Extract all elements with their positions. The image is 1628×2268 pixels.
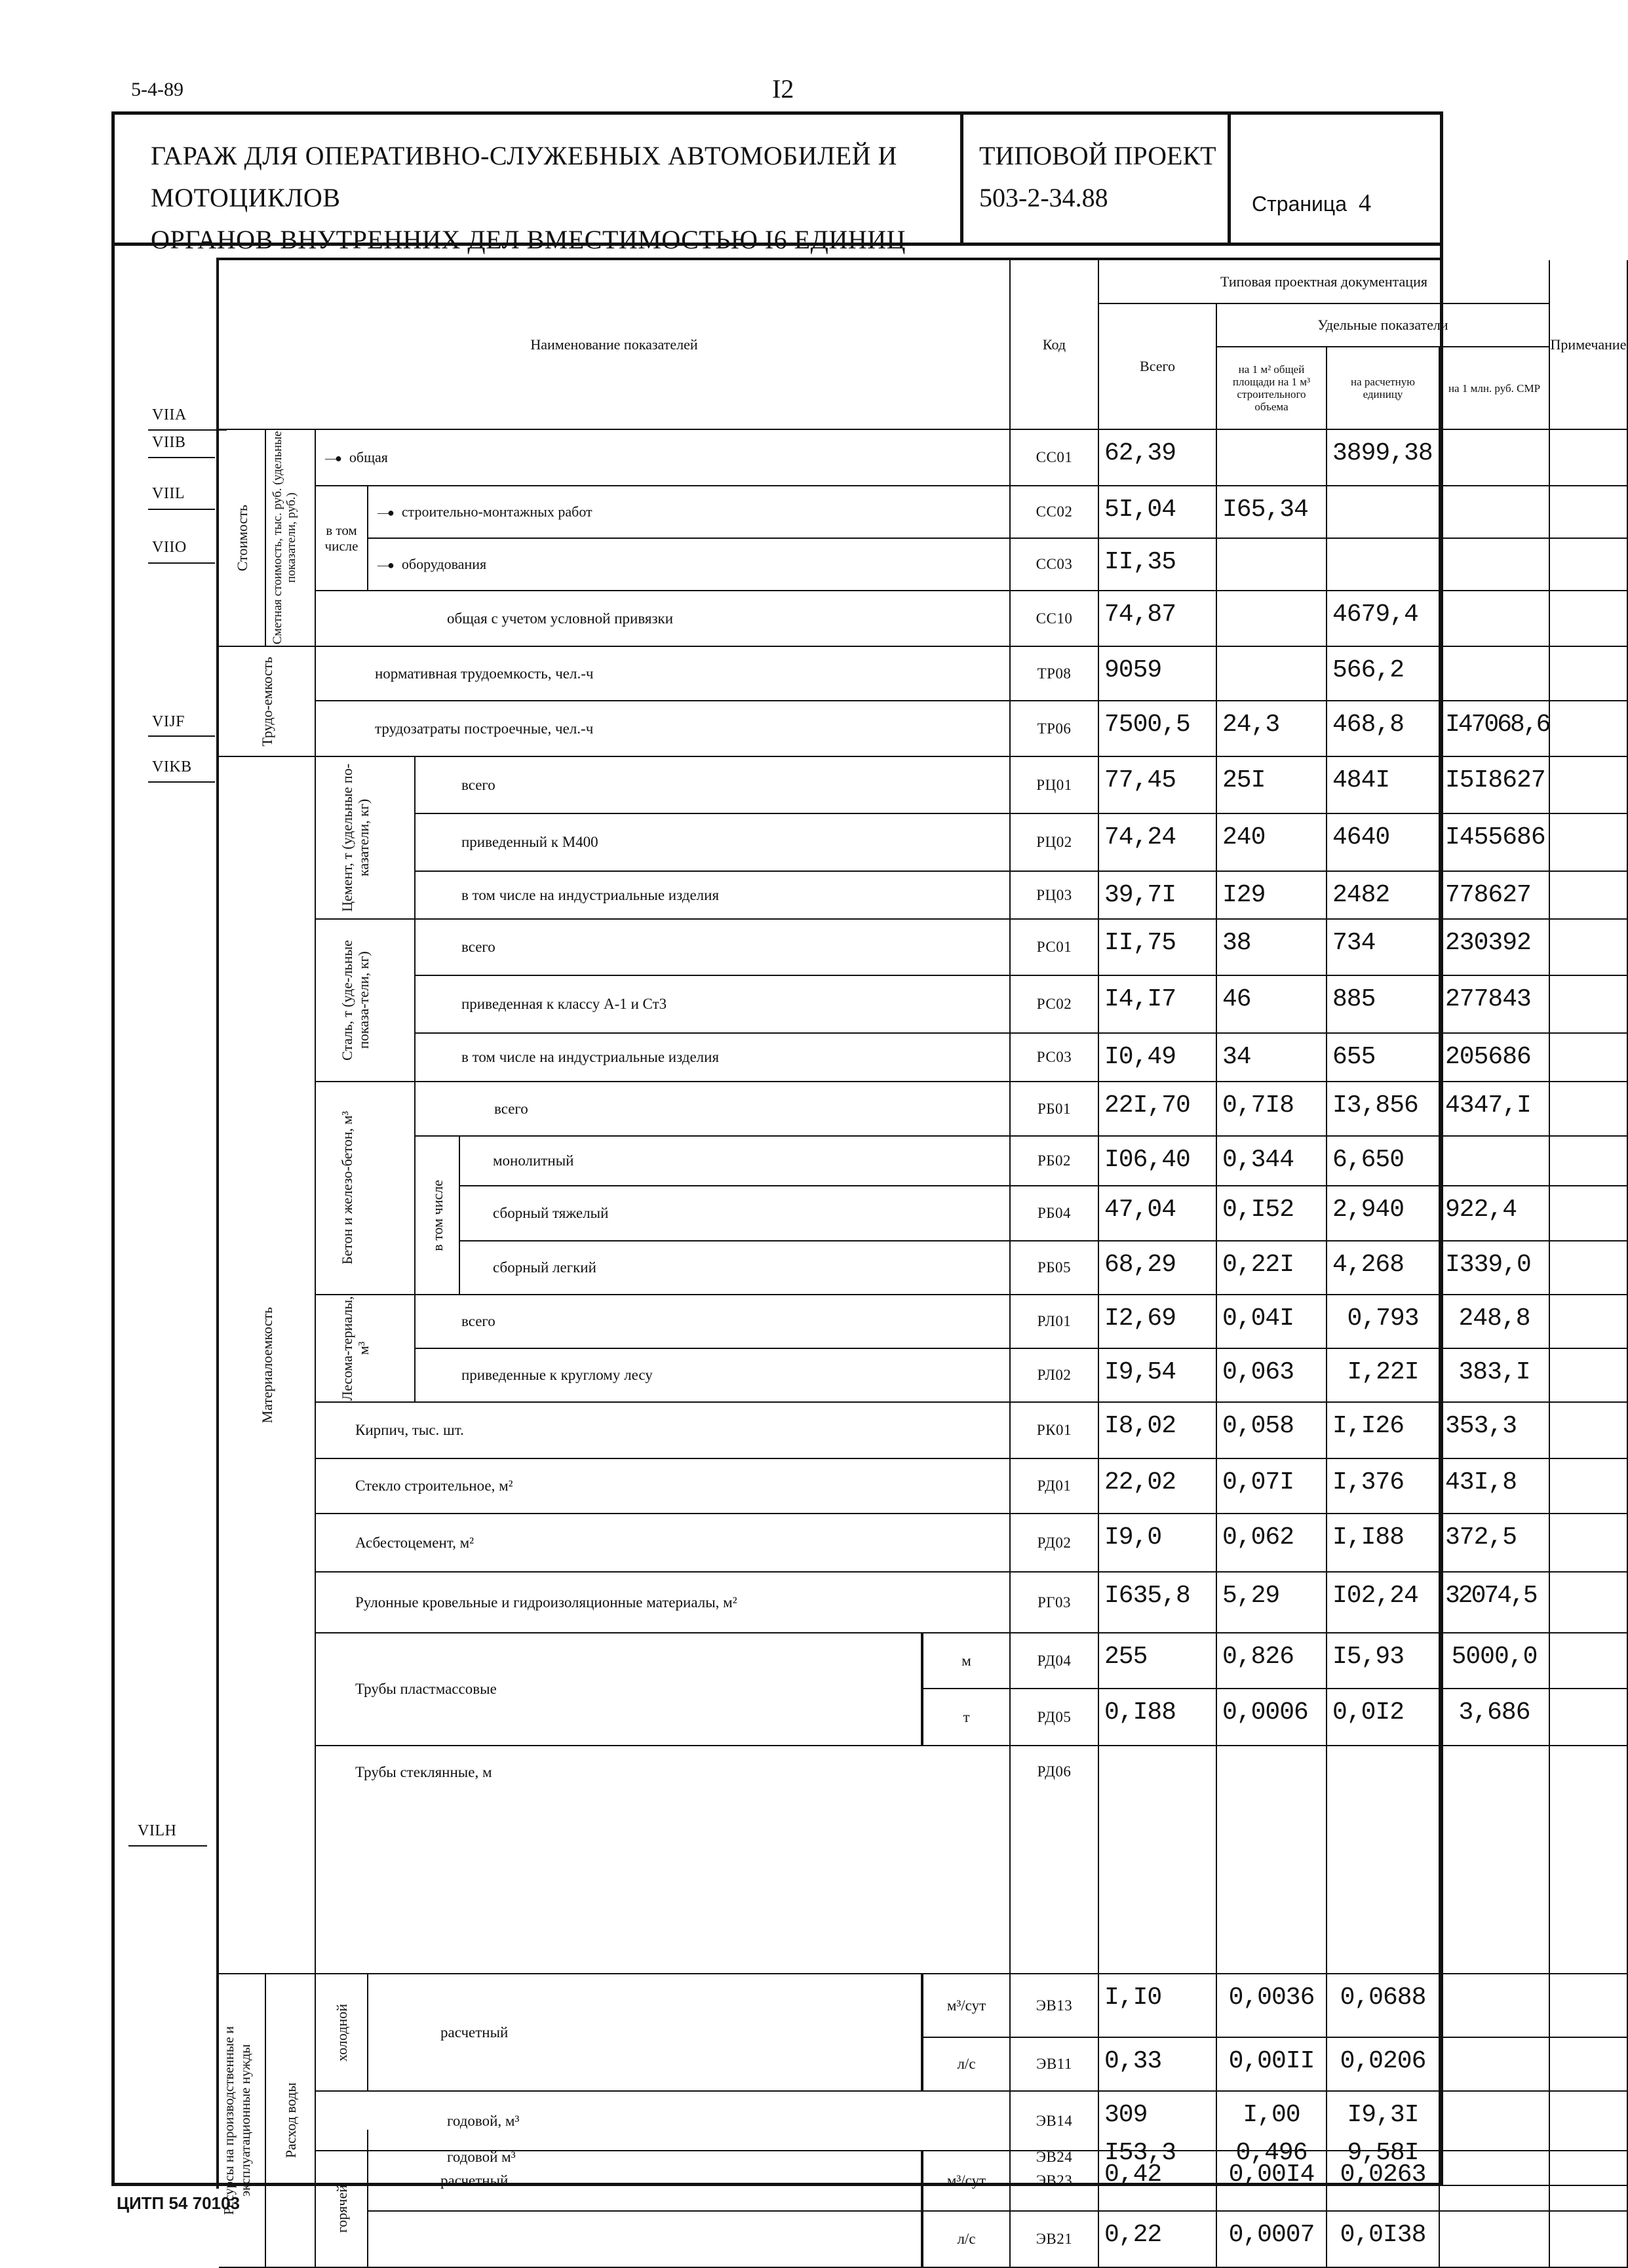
row-eb11-unit: л/с xyxy=(922,2038,1011,2092)
group-steel xyxy=(316,920,416,1082)
row-label: —● общая xyxy=(325,448,388,467)
row-eb24-code: ЭВ24 xyxy=(1011,2130,1099,2186)
row-rl01-per-mln: 248,8 xyxy=(1440,1295,1550,1349)
row-rk01-total: I8,02 xyxy=(1099,1403,1217,1459)
row-rd02-per-m2: 0,062 xyxy=(1217,1514,1327,1573)
col-header-per-m2: на 1 м² общей площади на 1 м³ строительного объема xyxy=(1217,347,1327,430)
row-rs03-total: I0,49 xyxy=(1099,1034,1217,1082)
row-rb02-per-m2: 0,344 xyxy=(1217,1137,1327,1186)
row-cc02-per-mln xyxy=(1440,486,1550,539)
row-rk01-note xyxy=(1550,1403,1628,1459)
row-eb11-per-mln xyxy=(1440,2038,1550,2092)
row-rs01-note xyxy=(1550,920,1628,976)
row-rd01-note xyxy=(1550,1459,1628,1514)
sheet-number: I2 xyxy=(772,74,794,104)
row-eb24-note xyxy=(1550,2130,1628,2186)
page-label: Страница xyxy=(1252,192,1347,216)
row-eb21-per-m2: 0,0007 xyxy=(1217,2212,1327,2268)
row-eb24-per-unit: 9,58I xyxy=(1327,2130,1440,2186)
row-rs03-note xyxy=(1550,1034,1628,1082)
row-rc02-total: 74,24 xyxy=(1099,814,1217,872)
row-tr08-name: нормативная трудоемкость, чел.-ч xyxy=(316,647,1011,701)
row-rd04-unit: м xyxy=(922,1633,1011,1689)
title-line-2: ОРГАНОВ ВНУТРЕННИХ ДЕЛ ВМЕСТИМОСТЬЮ I6 ЕДИНИЦ xyxy=(151,225,906,254)
group-timber-label: Лесома-териалы, м³ xyxy=(339,1296,372,1401)
row-cc01-name xyxy=(316,430,1011,486)
row-rb05-total: 68,29 xyxy=(1099,1242,1217,1295)
row-eb24-total: I53,3 xyxy=(1099,2130,1217,2186)
row-rd06-per-unit xyxy=(1327,1746,1440,1974)
row-tr06-total: 7500,5 xyxy=(1099,701,1217,757)
row-rb04-total: 47,04 xyxy=(1099,1186,1217,1242)
margin-tag: VIJF xyxy=(152,713,185,730)
row-rb02-code: РБ02 xyxy=(1011,1137,1099,1186)
row-eb11-note xyxy=(1550,2038,1628,2092)
row-eb23-code: ЭВ23 xyxy=(1011,2151,1099,2212)
row-rs02-total: I4,I7 xyxy=(1099,976,1217,1034)
row-rd05-per-m2: 0,0006 xyxy=(1217,1689,1327,1746)
page-value: 4 xyxy=(1359,189,1372,217)
row-rc01-code: РЦ01 xyxy=(1011,757,1099,814)
row-rs01-per-mln: 230392 xyxy=(1440,920,1550,976)
row-eb11-total: 0,33 xyxy=(1099,2038,1217,2092)
row-rs01-code: РС01 xyxy=(1011,920,1099,976)
row-rb04-per-m2: 0,I52 xyxy=(1217,1186,1327,1242)
group-cost-sub-label: Сметная стоимость, тыс. руб. (удельные показатели, руб.) xyxy=(271,431,298,645)
row-rd05-unit: т xyxy=(922,1689,1011,1746)
row-rd06-total xyxy=(1099,1746,1217,1974)
row-rb02-total: I06,40 xyxy=(1099,1137,1217,1186)
group-resources-label: Ресурсы на производственные и эксплуатационные нужды xyxy=(221,2026,253,2215)
row-eb13-per-unit: 0,0688 xyxy=(1327,1974,1440,2038)
row-rg03-per-m2: 5,29 xyxy=(1217,1573,1327,1633)
row-cc03-note xyxy=(1550,539,1628,591)
group-steel-label: Сталь, т (уде-льные показа-тели, кг) xyxy=(339,940,372,1061)
row-rs02-per-m2: 46 xyxy=(1217,976,1327,1034)
row-tr08-per-unit: 566,2 xyxy=(1327,647,1440,701)
row-eb14-name: годовой, м³ xyxy=(316,2092,1011,2151)
row-rs02-per-unit: 885 xyxy=(1327,976,1440,1034)
row-rd04-per-m2: 0,826 xyxy=(1217,1633,1327,1689)
row-rc02-name: приведенный к М400 xyxy=(416,814,1011,872)
group-material xyxy=(219,757,316,1974)
row-rb01-total: 22I,70 xyxy=(1099,1082,1217,1137)
row-rb05-note xyxy=(1550,1242,1628,1295)
row-rk01-per-mln: 353,3 xyxy=(1440,1403,1550,1459)
row-cc01-per-m2 xyxy=(1217,430,1327,486)
document-title xyxy=(111,111,963,254)
row-rb02-per-mln xyxy=(1440,1137,1550,1186)
row-rb02-name: монолитный xyxy=(460,1137,1011,1186)
group-cement-label: Цемент, т (удельные по-казатели, кг) xyxy=(339,764,372,912)
row-eb21-per-mln xyxy=(1440,2212,1550,2268)
margin-tag: VILH xyxy=(138,1822,177,1839)
row-rc03-note xyxy=(1550,872,1628,920)
row-tr06-per-mln: I47068,6 xyxy=(1440,701,1550,757)
row-rb04-code: РБ04 xyxy=(1011,1186,1099,1242)
row-rk01-code: РК01 xyxy=(1011,1403,1099,1459)
row-eb14-per-unit: I9,3I xyxy=(1327,2092,1440,2151)
margin-line xyxy=(148,735,215,737)
hot-calc-cont xyxy=(368,2212,922,2268)
row-rs02-note xyxy=(1550,976,1628,1034)
row-rc03-per-mln: 778627 xyxy=(1440,872,1550,920)
incl-label: в том числе xyxy=(316,486,368,591)
row-rb01-name: всего xyxy=(416,1082,1011,1137)
row-rb01-per-m2: 0,7I8 xyxy=(1217,1082,1327,1137)
group-concrete-incl-label: в том числе xyxy=(429,1179,446,1251)
col-header-per-mln: на 1 млн. руб. СМР xyxy=(1440,347,1550,430)
row-rd01-per-unit: I,376 xyxy=(1327,1459,1440,1514)
row-rd06-note xyxy=(1550,1746,1628,1974)
row-rs01-name: всего xyxy=(416,920,1011,976)
row-eb13-code: ЭВ13 xyxy=(1011,1974,1099,2038)
row-rs03-name: в том числе на индустриальные изделия xyxy=(416,1034,1011,1082)
row-eb23-per-m2: 0,00I4 xyxy=(1217,2151,1327,2212)
margin-tag: VIIB xyxy=(152,434,186,451)
row-rl01-code: РЛ01 xyxy=(1011,1295,1099,1349)
row-rl02-total: I9,54 xyxy=(1099,1349,1217,1403)
row-rd06-per-m2 xyxy=(1217,1746,1327,1974)
row-cc10-note xyxy=(1550,591,1628,647)
row-rs03-per-unit: 655 xyxy=(1327,1034,1440,1082)
row-tr08-per-mln xyxy=(1440,647,1550,701)
row-rd01-per-m2: 0,07I xyxy=(1217,1459,1327,1514)
row-rd05-total: 0,I88 xyxy=(1099,1689,1217,1746)
row-rd06-code: РД06 xyxy=(1011,1746,1099,1974)
row-rb01-per-mln: 4347,I xyxy=(1440,1082,1550,1137)
row-rd01-code: РД01 xyxy=(1011,1459,1099,1514)
row-rc03-per-unit: 2482 xyxy=(1327,872,1440,920)
row-rk01-per-m2: 0,058 xyxy=(1217,1403,1327,1459)
row-rd01-name: Стекло строительное, м² xyxy=(316,1459,1011,1514)
row-rc02-note xyxy=(1550,814,1628,872)
row-cc03-per-mln xyxy=(1440,539,1550,591)
row-eb13-note xyxy=(1550,1974,1628,2038)
row-rb02-note xyxy=(1550,1137,1628,1186)
row-rl02-code: РЛ02 xyxy=(1011,1349,1099,1403)
row-tr08-total: 9059 xyxy=(1099,647,1217,701)
row-cc10-per-mln xyxy=(1440,591,1550,647)
group-timber xyxy=(316,1295,416,1403)
row-rb05-per-mln: I339,0 xyxy=(1440,1242,1550,1295)
row-eb23-per-unit: 0,0263 xyxy=(1327,2151,1440,2212)
group-concrete-label: Бетон и железо-бетон, м³ xyxy=(339,1111,355,1265)
row-rl01-note xyxy=(1550,1295,1628,1349)
row-rl01-per-unit: 0,793 xyxy=(1327,1295,1440,1349)
margin-line xyxy=(148,429,227,431)
row-rg03-code: РГ03 xyxy=(1011,1573,1099,1633)
row-rl01-per-m2: 0,04I xyxy=(1217,1295,1327,1349)
row-rl02-note xyxy=(1550,1349,1628,1403)
row-eb23-total: 0,42 xyxy=(1099,2151,1217,2212)
row-rk01-name: Кирпич, тыс. шт. xyxy=(316,1403,1011,1459)
row-rb05-per-unit: 4,268 xyxy=(1327,1242,1440,1295)
group-cold-label: холодной xyxy=(333,2003,350,2062)
row-rd04-per-mln: 5000,0 xyxy=(1440,1633,1550,1689)
row-rb01-code: РБ01 xyxy=(1011,1082,1099,1137)
row-rc01-name: всего xyxy=(416,757,1011,814)
row-tr08-per-m2 xyxy=(1217,647,1327,701)
group-labor-label: Трудо-емкость xyxy=(258,656,275,747)
row-rb04-per-unit: 2,940 xyxy=(1327,1186,1440,1242)
row-rc03-name: в том числе на индустриальные изделия xyxy=(416,872,1011,920)
row-rl01-total: I2,69 xyxy=(1099,1295,1217,1349)
row-rd01-total: 22,02 xyxy=(1099,1459,1217,1514)
row-rc03-total: 39,7I xyxy=(1099,872,1217,920)
row-cc10-per-unit: 4679,4 xyxy=(1327,591,1440,647)
row-rb04-note xyxy=(1550,1186,1628,1242)
group-labor xyxy=(219,647,316,757)
row-rb01-per-unit: I3,856 xyxy=(1327,1082,1440,1137)
row-cc01-per-mln xyxy=(1440,430,1550,486)
row-rd04-note xyxy=(1550,1633,1628,1689)
row-rg03-per-mln: 32074,5 xyxy=(1440,1573,1550,1633)
row-rc01-per-m2: 25I xyxy=(1217,757,1327,814)
row-eb23-unit: м³/сут xyxy=(922,2151,1011,2212)
row-tr06-note xyxy=(1550,701,1628,757)
margin-tag: VIIA xyxy=(152,406,187,423)
row-rs02-name: приведенная к классу А-1 и Ст3 xyxy=(416,976,1011,1034)
row-eb13-per-m2: 0,0036 xyxy=(1217,1974,1327,2038)
group-cost-sub xyxy=(266,430,316,647)
row-eb24-per-m2: 0,496 xyxy=(1217,2130,1327,2186)
margin-line xyxy=(148,781,215,783)
row-rd01-per-mln: 43I,8 xyxy=(1440,1459,1550,1514)
row-cc03-per-m2 xyxy=(1217,539,1327,591)
row-rd06-per-mln xyxy=(1440,1746,1550,1974)
row-eb21-total: 0,22 xyxy=(1099,2212,1217,2268)
group-water xyxy=(266,1974,316,2268)
group-concrete xyxy=(316,1082,416,1295)
group-material-label: Материалоемкость xyxy=(258,1306,275,1424)
group-concrete-incl xyxy=(416,1137,460,1295)
row-rd04-per-unit: I5,93 xyxy=(1327,1633,1440,1689)
row-rd02-total: I9,0 xyxy=(1099,1514,1217,1573)
row-rg03-name: Рулонные кровельные и гидроизоляционные материалы, м² xyxy=(316,1573,1011,1633)
row-rc02-per-mln: I455686 xyxy=(1440,814,1550,872)
tail-col-3 xyxy=(316,2130,368,2186)
row-tr06-code: ТР06 xyxy=(1011,701,1099,757)
row-rc02-per-m2: 240 xyxy=(1217,814,1327,872)
footer-code: ЦИТП 54 70103 xyxy=(117,2193,240,2213)
row-cc02-total: 5I,04 xyxy=(1099,486,1217,539)
row-rs02-per-mln: 277843 xyxy=(1440,976,1550,1034)
row-eb11-code: ЭВ11 xyxy=(1011,2038,1099,2092)
row-rl01-name: всего xyxy=(416,1295,1011,1349)
row-rc01-total: 77,45 xyxy=(1099,757,1217,814)
row-cc10-total: 74,87 xyxy=(1099,591,1217,647)
row-cc03-code: СС03 xyxy=(1011,539,1099,591)
row-tr08-note xyxy=(1550,647,1628,701)
row-eb24-name: годовой м³ xyxy=(368,2130,1011,2186)
row-eb14-per-m2: I,00 xyxy=(1217,2092,1327,2151)
row-cc01-per-unit: 3899,38 xyxy=(1327,430,1440,486)
row-rb01-note xyxy=(1550,1082,1628,1137)
group-cost-label: Стоимость xyxy=(233,504,250,572)
indicators-table-tail xyxy=(216,2130,1442,2189)
cold-calc-label: расчетный xyxy=(368,1974,922,2092)
row-rs03-per-m2: 34 xyxy=(1217,1034,1327,1082)
project-block xyxy=(963,111,1231,246)
row-cc10-per-m2 xyxy=(1217,591,1327,647)
group-cost xyxy=(219,430,266,647)
row-rl02-per-m2: 0,063 xyxy=(1217,1349,1327,1403)
row-rl02-per-mln: 383,I xyxy=(1440,1349,1550,1403)
row-rc02-per-unit: 4640 xyxy=(1327,814,1440,872)
row-cc02-name xyxy=(368,486,1011,539)
group-cement xyxy=(316,757,416,920)
group-water-label: Расход воды xyxy=(282,2082,299,2159)
title-line-1: ГАРАЖ ДЛЯ ОПЕРАТИВНО-СЛУЖЕБНЫХ АВТОМОБИЛЕЙ И МОТОЦИКЛОВ xyxy=(151,141,897,212)
row-rl02-per-unit: I,22I xyxy=(1327,1349,1440,1403)
pipes-plastic-label: Трубы пластмассовые xyxy=(316,1633,922,1746)
group-resources xyxy=(219,1974,266,2268)
margin-tag: VIIO xyxy=(152,539,187,556)
row-rd05-code: РД05 xyxy=(1011,1689,1099,1746)
tail-col-1 xyxy=(219,2130,266,2186)
row-label: —● оборудования xyxy=(378,555,486,574)
margin-tag: VIKB xyxy=(152,758,192,775)
row-rs03-code: РС03 xyxy=(1011,1034,1099,1082)
margin-line xyxy=(148,562,215,564)
col-header-group: Типовая проектная документация xyxy=(1099,260,1550,304)
row-rg03-note xyxy=(1550,1573,1628,1633)
col-header-name: Наименование показателей xyxy=(219,260,1011,430)
row-tr08-code: ТР08 xyxy=(1011,647,1099,701)
page-block xyxy=(1231,111,1443,246)
row-rl02-name: приведенные к круглому лесу xyxy=(416,1349,1011,1403)
row-rd05-per-unit: 0,0I2 xyxy=(1327,1689,1440,1746)
row-rb04-name: сборный тяжелый xyxy=(460,1186,1011,1242)
row-tr06-per-m2: 24,3 xyxy=(1217,701,1327,757)
col-header-total: Всего xyxy=(1099,304,1217,430)
row-rd04-total: 255 xyxy=(1099,1633,1217,1689)
row-eb24-per-mln xyxy=(1440,2130,1550,2186)
row-rb02-per-unit: 6,650 xyxy=(1327,1137,1440,1186)
row-rs01-total: II,75 xyxy=(1099,920,1217,976)
row-cc02-code: СС02 xyxy=(1011,486,1099,539)
row-rs01-per-unit: 734 xyxy=(1327,920,1440,976)
row-cc02-note xyxy=(1550,486,1628,539)
col-header-code: Код xyxy=(1011,260,1099,430)
row-rd02-name: Асбестоцемент, м² xyxy=(316,1514,1011,1573)
col-header-specific: Удельные показатели xyxy=(1217,304,1550,347)
row-cc10-name: общая с учетом условной привязки xyxy=(316,591,1011,647)
row-cc02-per-m2: I65,34 xyxy=(1217,486,1327,539)
row-eb11-per-unit: 0,0206 xyxy=(1327,2038,1440,2092)
row-cc02-per-unit xyxy=(1327,486,1440,539)
document-code: 5-4-89 xyxy=(131,79,184,100)
row-rc02-code: РЦ02 xyxy=(1011,814,1099,872)
row-cc01-code: СС01 xyxy=(1011,430,1099,486)
row-eb21-note xyxy=(1550,2212,1628,2268)
row-rd02-code: РД02 xyxy=(1011,1514,1099,1573)
group-cold xyxy=(316,1974,368,2092)
row-eb13-unit: м³/сут xyxy=(922,1974,1011,2038)
tail-col-2 xyxy=(266,2130,316,2186)
project-label: ТИПОВОЙ ПРОЕКТ xyxy=(979,141,1216,170)
margin-tag: VIIL xyxy=(152,485,185,502)
row-eb13-total: I,I0 xyxy=(1099,1974,1217,2038)
row-cc03-per-unit xyxy=(1327,539,1440,591)
row-rb04-per-mln: 922,4 xyxy=(1440,1186,1550,1242)
group-hot-label: горячей xyxy=(333,2185,350,2233)
col-header-per-unit: на расчетную единицу xyxy=(1327,347,1440,430)
row-cc03-total: II,35 xyxy=(1099,539,1217,591)
row-cc01-total: 62,39 xyxy=(1099,430,1217,486)
row-rc01-note xyxy=(1550,757,1628,814)
row-eb21-unit: л/с xyxy=(922,2212,1011,2268)
row-rg03-per-unit: I02,24 xyxy=(1327,1573,1440,1633)
margin-line xyxy=(148,509,215,510)
row-rs01-per-m2: 38 xyxy=(1217,920,1327,976)
row-eb21-code: ЭВ21 xyxy=(1011,2212,1099,2268)
row-label: —● строительно-монтажных работ xyxy=(378,503,592,522)
row-rs03-per-mln: 205686 xyxy=(1440,1034,1550,1082)
col-header-note: Примечание xyxy=(1550,260,1628,430)
margin-line xyxy=(148,457,215,458)
row-rb05-code: РБ05 xyxy=(1011,1242,1099,1295)
margin-line xyxy=(128,1845,207,1847)
row-eb14-total: 309 xyxy=(1099,2092,1217,2151)
row-tr06-name: трудозатраты построечные, чел.-ч xyxy=(316,701,1011,757)
row-rc01-per-unit: 484I xyxy=(1327,757,1440,814)
row-rb05-name: сборный легкий xyxy=(460,1242,1011,1295)
row-rc01-per-mln: I5I8627 xyxy=(1440,757,1550,814)
row-eb13-per-mln xyxy=(1440,1974,1550,2038)
row-rs02-code: РС02 xyxy=(1011,976,1099,1034)
row-tr06-per-unit: 468,8 xyxy=(1327,701,1440,757)
row-rd06-name: Трубы стеклянные, м xyxy=(316,1746,1011,1974)
row-eb14-code: ЭВ14 xyxy=(1011,2092,1099,2151)
row-rc03-code: РЦ03 xyxy=(1011,872,1099,920)
row-rc03-per-m2: I29 xyxy=(1217,872,1327,920)
row-eb11-per-m2: 0,00II xyxy=(1217,2038,1327,2092)
row-rd02-per-mln: 372,5 xyxy=(1440,1514,1550,1573)
row-rd05-per-mln: 3,686 xyxy=(1440,1689,1550,1746)
row-eb21-per-unit: 0,0I38 xyxy=(1327,2212,1440,2268)
row-cc10-code: СС10 xyxy=(1011,591,1099,647)
row-rg03-total: I635,8 xyxy=(1099,1573,1217,1633)
row-rk01-per-unit: I,I26 xyxy=(1327,1403,1440,1459)
project-number: 503-2-34.88 xyxy=(979,183,1108,212)
row-rb05-per-m2: 0,22I xyxy=(1217,1242,1327,1295)
row-cc03-name xyxy=(368,539,1011,591)
row-rd02-per-unit: I,I88 xyxy=(1327,1514,1440,1573)
row-rd05-note xyxy=(1550,1689,1628,1746)
row-rd04-code: РД04 xyxy=(1011,1633,1099,1689)
row-cc01-note xyxy=(1550,430,1628,486)
hot-calc-label: расчетный xyxy=(368,2151,922,2212)
row-rd02-note xyxy=(1550,1514,1628,1573)
